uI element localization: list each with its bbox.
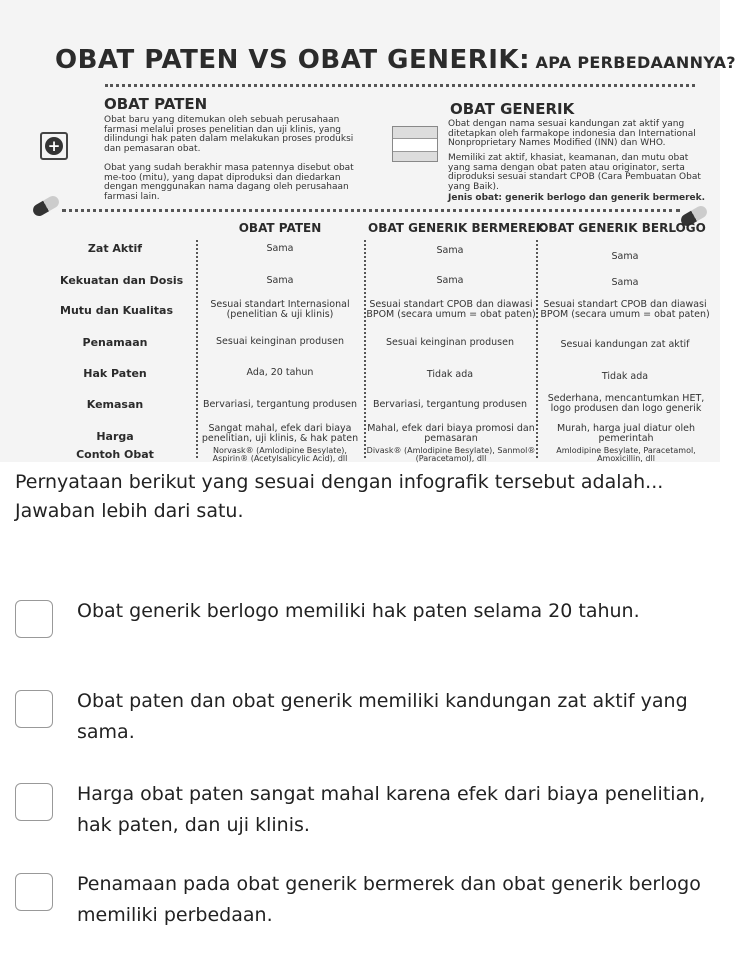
header-obat-paten: OBAT PATEN	[238, 221, 322, 235]
cell-hak-paten-paten: Ada, 20 tahun	[246, 367, 314, 378]
cell-kekuatan-berlogo: Sama	[611, 277, 639, 288]
cell-harga-berlogo: Murah, harga jual diatur oleh pemerintah	[556, 423, 696, 444]
cell-harga-bermerek: Mahal, efek dari biaya promosi dan pemasaran	[367, 423, 535, 444]
cell-zat-aktif-bermerek: Sama	[436, 245, 464, 256]
row-label-kekuatan-dosis: Kekuatan dan Dosis	[60, 274, 184, 287]
cell-zat-aktif-berlogo: Sama	[611, 251, 639, 262]
header-generik-berlogo: OBAT GENERIK BERLOGO	[538, 221, 706, 235]
option-2-checkbox[interactable]	[15, 690, 53, 728]
paten-heading: OBAT PATEN	[104, 95, 208, 113]
header-generik-bermerek: OBAT GENERIK BERMEREK	[368, 221, 545, 235]
pill-box-icon	[392, 126, 438, 162]
paten-paragraph-2: Obat yang sudah berakhir masa patennya disebut obat me-too (mitu), yang dapat diproduksi dan diedarkan dengan menggunakan nama dagang oleh perusahaan farmasi lain.	[104, 163, 354, 202]
capsule-icon-left	[31, 194, 61, 218]
cell-hak-paten-berlogo: Tidak ada	[601, 371, 649, 382]
generik-paragraph-2: Memiliki zat aktif, khasiat, keamanan, dan mutu obat yang sama dengan obat paten atau originator, serta diproduksi sesuai standart CPOB (Cara Pembuatan Obat yang Baik).	[448, 153, 701, 192]
cell-mutu-paten: Sesuai standart Internasional (penelitian & uji klinis)	[210, 299, 350, 320]
option-4-text: Penamaan pada obat generik bermerek dan obat generik berlogo memiliki perbedaan.	[77, 873, 701, 926]
option-3-checkbox[interactable]	[15, 783, 53, 821]
row-label-harga: Harga	[96, 430, 134, 443]
cell-mutu-berlogo: Sesuai standart CPOB dan diawasi BPOM (secara umum = obat paten)	[540, 299, 710, 320]
question-text: Pernyataan berikut yang sesuai dengan infografik tersebut adalah... Jawaban lebih dari satu.	[15, 471, 664, 522]
cell-penamaan-bermerek: Sesuai keinginan produsen	[386, 337, 514, 348]
cell-kemasan-paten: Bervariasi, tergantung produsen	[202, 399, 358, 410]
row-label-hak-paten: Hak Paten	[83, 367, 147, 380]
option-1-checkbox[interactable]	[15, 600, 53, 638]
row-label-zat-aktif: Zat Aktif	[87, 242, 143, 255]
row-label-mutu-kualitas: Mutu dan Kualitas	[60, 304, 174, 317]
cell-harga-paten: Sangat mahal, efek dari biaya penelitian, uji klinis, & hak paten	[201, 423, 359, 444]
cell-kemasan-berlogo: Sederhana, mencantumkan HET, logo produsen dan logo generik	[547, 393, 705, 414]
row-label-kemasan: Kemasan	[86, 398, 144, 411]
cell-contoh-berlogo: Amlodipine Besylate, Paracetamol, Amoxicillin, dll	[556, 446, 696, 463]
medical-plus-icon: +	[40, 132, 68, 160]
generik-paragraph-1: Obat dengan nama sesuai kandungan zat aktif yang ditetapkan oleh farmakope indonesia dan International Nonproprietary Names Modified (INN) dan WHO.	[448, 119, 696, 148]
cell-kekuatan-bermerek: Sama	[436, 275, 464, 286]
option-1-text: Obat generik berlogo memiliki hak paten selama 20 tahun.	[77, 600, 640, 622]
cell-kekuatan-paten: Sama	[266, 275, 294, 286]
cell-contoh-paten: Norvask® (Amlodipine Besylate), Aspirin® (Acetylsalicylic Acid), dll	[212, 446, 348, 463]
cell-penamaan-berlogo: Sesuai kandungan zat aktif	[560, 339, 690, 350]
row-label-contoh-obat: Contoh Obat	[76, 448, 154, 461]
column-separator-3	[536, 240, 538, 458]
row-label-penamaan: Penamaan	[82, 336, 148, 349]
option-4-checkbox[interactable]	[15, 873, 53, 911]
generik-jenis: Jenis obat: generik berlogo dan generik bermerek.	[448, 193, 706, 203]
paten-paragraph-1: Obat baru yang ditemukan oleh sebuah perusahaan farmasi melalui proses penelitian dan uji klinis, yang dilindungi hak paten dalam melakukan proses produksi dan pemasaran obat.	[104, 115, 354, 154]
cell-zat-aktif-paten: Sama	[266, 243, 294, 254]
cell-hak-paten-bermerek: Tidak ada	[426, 369, 474, 380]
option-3-text: Harga obat paten sangat mahal karena efek dari biaya penelitian, hak paten, dan uji klinis.	[77, 783, 706, 836]
cell-penamaan-paten: Sesuai keinginan produsen	[216, 336, 344, 347]
option-2-text: Obat paten dan obat generik memiliki kandungan zat aktif yang sama.	[77, 690, 688, 743]
title-main: OBAT PATEN VS OBAT GENERIK:	[55, 45, 530, 75]
infographic-title	[55, 45, 736, 75]
title-sub: APA PERBEDAANNYA?	[535, 53, 736, 72]
generik-heading: OBAT GENERIK	[450, 100, 575, 118]
cell-mutu-bermerek: Sesuai standart CPOB dan diawasi BPOM (secara umum = obat paten)	[366, 299, 536, 320]
section-divider	[62, 209, 680, 212]
cell-kemasan-bermerek: Bervariasi, tergantung produsen	[372, 399, 528, 410]
infographic-image	[0, 0, 736, 463]
title-divider	[105, 84, 695, 87]
cell-contoh-bermerek: Divask® (Amlodipine Besylate), Sanmol® (Paracetamol), dll	[366, 446, 536, 463]
